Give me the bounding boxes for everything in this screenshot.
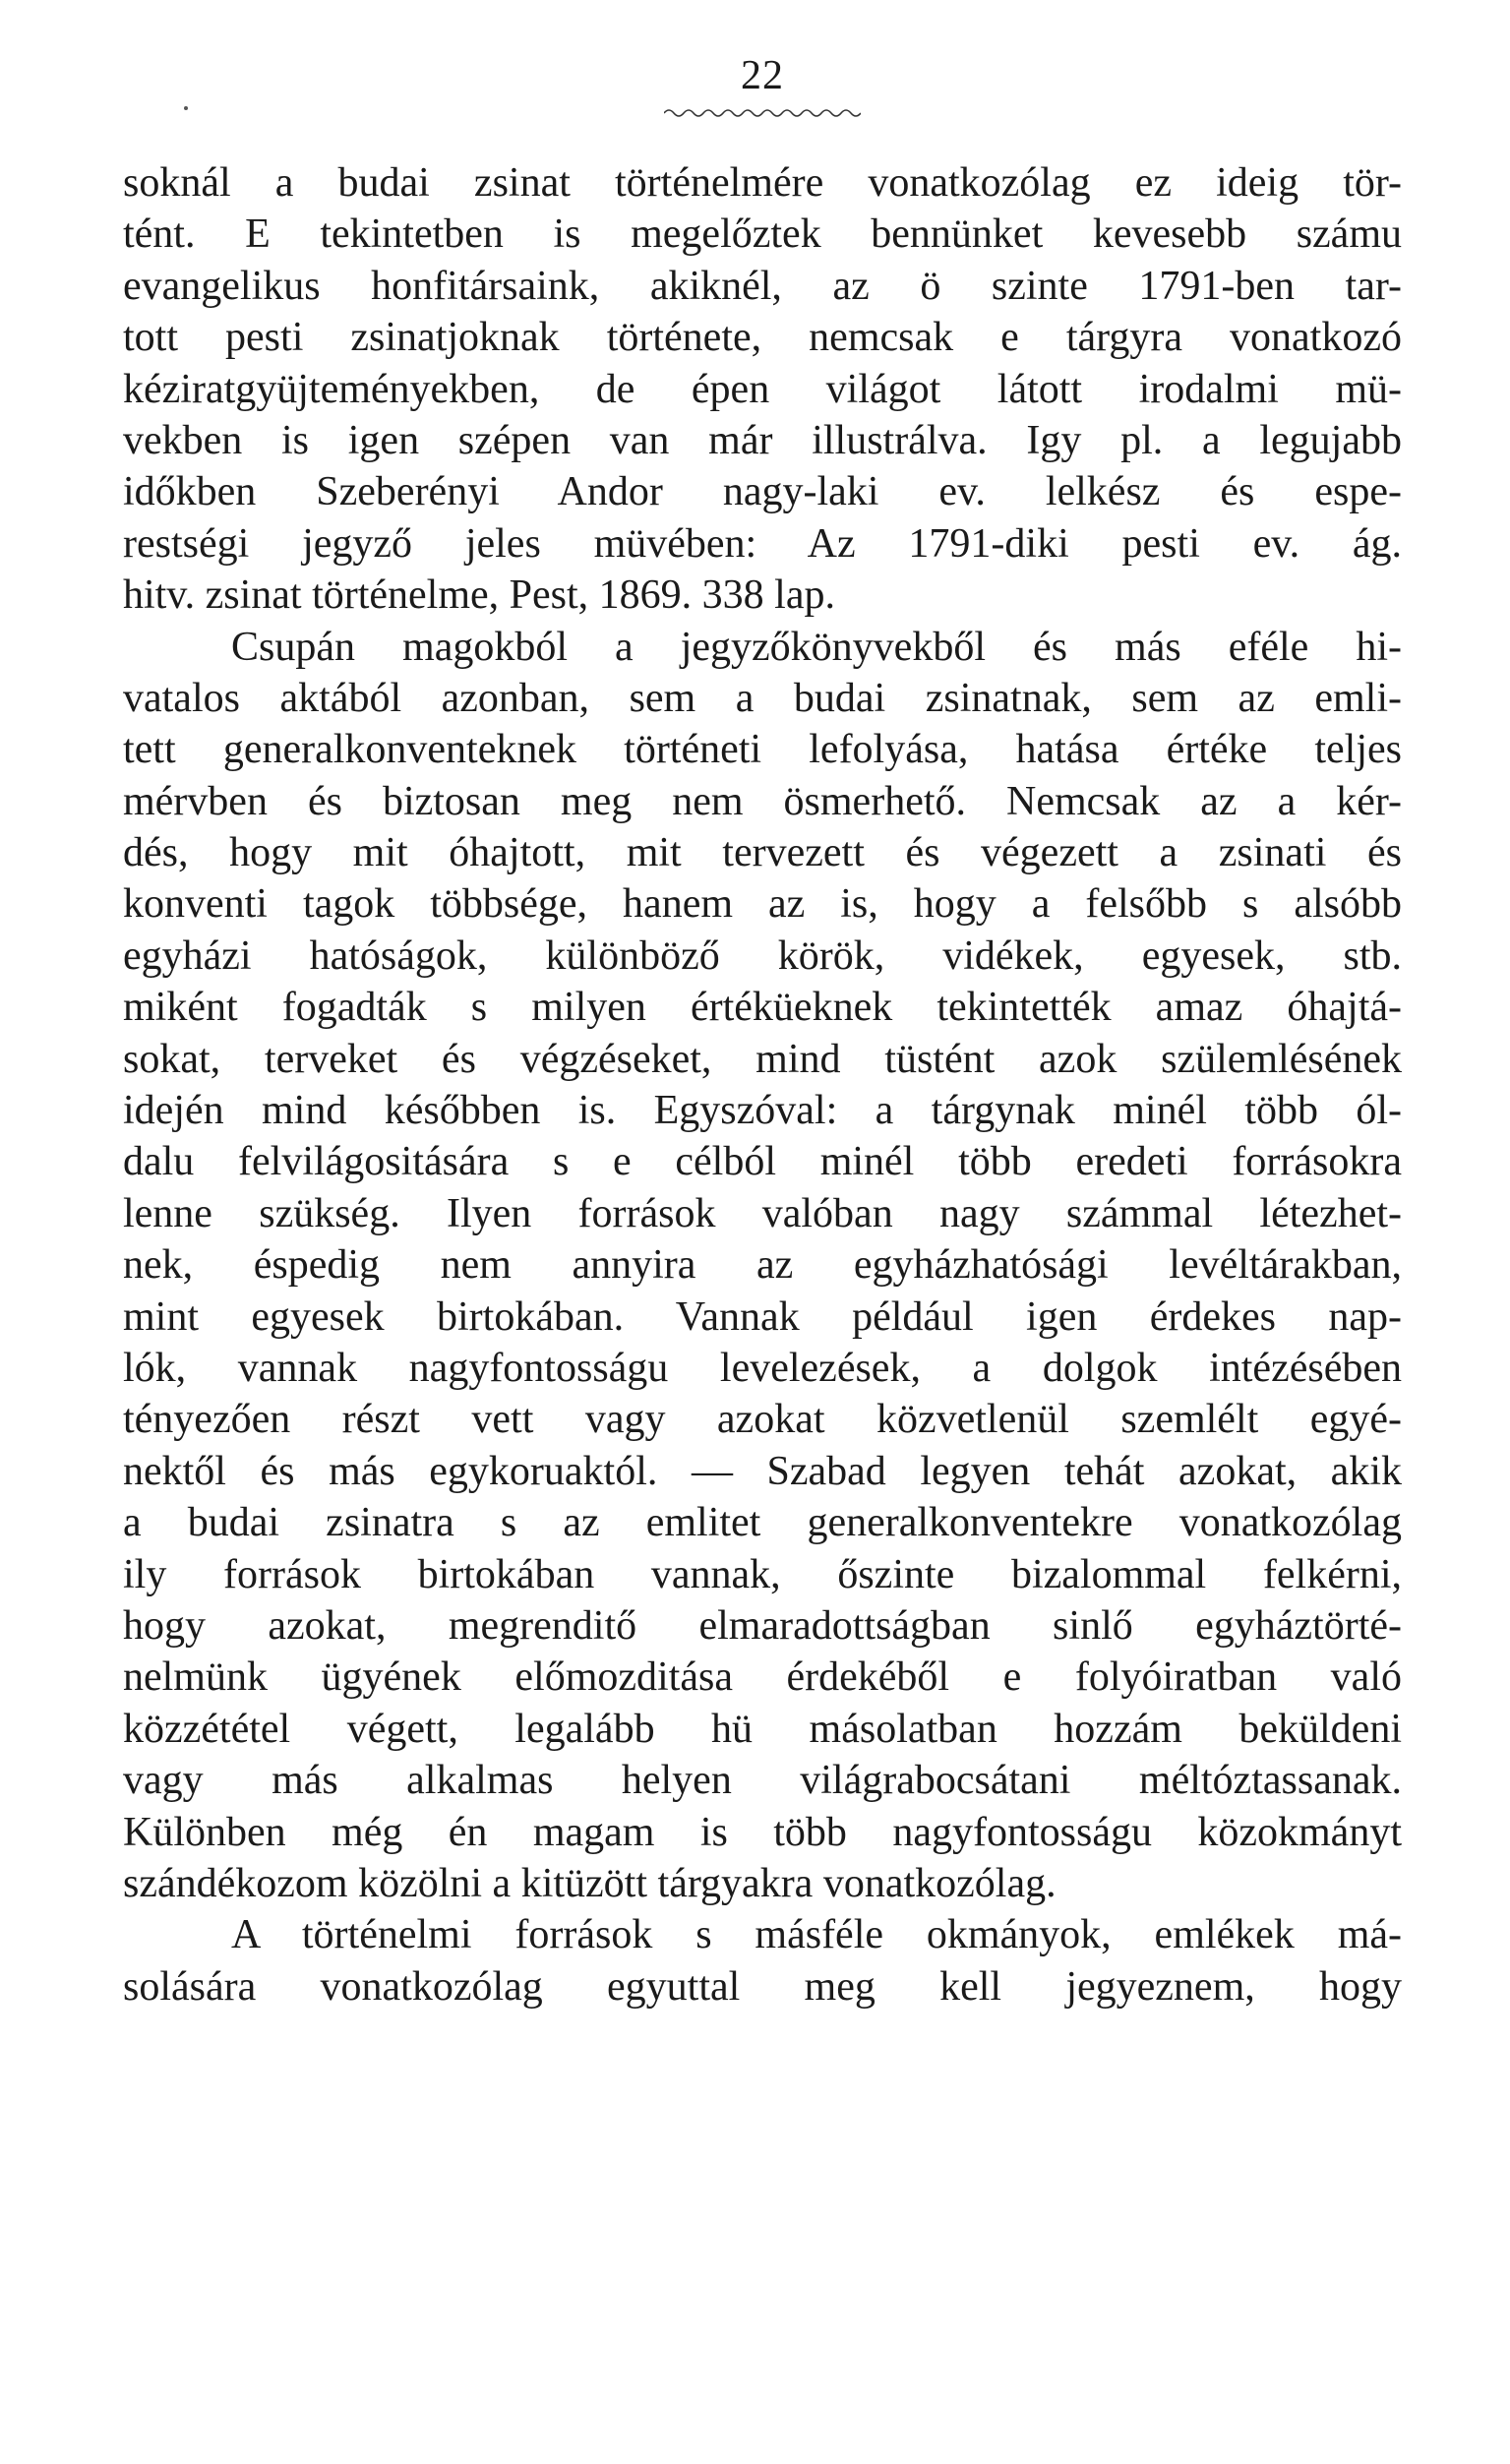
text-line: Különben még én magam is több nagyfontosságu közokmányt [123,1809,1402,1855]
text-line: hitv. zsinat történelme, Pest, 1869. 338 lap. [123,572,835,619]
page-number: 22 [741,53,784,98]
text-line: solására vonatkozólag egyuttal meg kell jegyeznem, hogy [123,1963,1402,2010]
text-line: vekben is igen szépen van már illustrálva. Igy pl. a legujabb [123,417,1402,463]
text-line: Csupán magokból a jegyzőkönyvekből és más eféle hi- [231,624,1402,670]
text-line: a budai zsinatra s az emlitet generalkonventekre vonatkozólag [123,1500,1402,1546]
text-line: hogy azokat, megrenditő elmaradottságban sinlő egyháztörté- [123,1602,1402,1649]
text-line: A történelmi források s másféle okmányok, emlékek má- [231,1912,1402,1958]
text-line: lók, vannak nagyfontosságu levelezések, a dolgok intézésében [123,1345,1402,1391]
text-line: vagy más alkalmas helyen világrabocsátani méltóztassanak. [123,1758,1402,1804]
text-line: evangelikus honfitársaink, akiknél, az ö szinte 1791-ben tar- [123,263,1402,309]
text-line: ily források birtokában vannak, őszinte bizalommal felkérni, [123,1551,1402,1597]
body-text [123,157,1402,2013]
ornament-rule [664,106,861,120]
text-line: mint egyesek birtokában. Vannak például igen érdekes nap- [123,1293,1402,1340]
text-line: dalu felvilágositására s e célból minél több eredeti forrásokra [123,1139,1402,1185]
text-line: időkben Szeberényi Andor nagy-laki ev. lelkész és espe- [123,469,1402,515]
text-line: soknál a budai zsinat történelmére vonatkozólag ez ideig tör- [123,160,1402,206]
speck-mark [184,106,188,110]
text-line: tott pesti zsinatjoknak története, nemcsak e tárgyra vonatkozó [123,315,1402,361]
text-line: kéziratgyüjteményekben, de épen világot látott irodalmi mü- [123,366,1402,412]
text-line: nektől és más egykoruaktól. — Szabad legyen tehát azokat, akik [123,1448,1402,1494]
text-line: vatalos aktából azonban, sem a budai zsinatnak, sem az emli- [123,675,1402,721]
text-line: konventi tagok többsége, hanem az is, hogy a felsőbb s alsóbb [123,881,1402,928]
text-line: tényezően részt vett vagy azokat közvetlenül szemlélt egyé- [123,1397,1402,1443]
text-line: idején mind későbben is. Egyszóval: a tárgynak minél több ól- [123,1088,1402,1134]
text-line: szándékozom közölni a kitüzött tárgyakra vonatkozólag. [123,1860,1057,1906]
text-line: mérvben és biztosan meg nem ösmerhető. Nemcsak az a kér- [123,778,1402,824]
text-line: nek, éspedig nem annyira az egyházhatósági levéltárakban, [123,1242,1402,1289]
text-line: közzététel végett, legalább hü másolatban hozzám beküldeni [123,1706,1402,1752]
text-line: tént. E tekintetben is megelőztek bennünket kevesebb számu [123,211,1402,258]
text-line: miként fogadták s milyen értéküeknek tekintették amaz óhajtá- [123,985,1402,1031]
text-line: tett generalkonventeknek történeti lefolyása, hatása értéke teljes [123,727,1402,773]
text-line: sokat, terveket és végzéseket, mind tüstént azok szülemlésének [123,1036,1402,1082]
text-line: egyházi hatóságok, különböző körök, vidékek, egyesek, stb. [123,932,1402,979]
text-line: nelmünk ügyének előmozditása érdekéből e folyóiratban való [123,1654,1402,1701]
text-line: dés, hogy mit óhajtott, mit tervezett és végezett a zsinati és [123,830,1402,876]
text-line: restségi jegyző jeles müvében: Az 1791-diki pesti ev. ág. [123,520,1402,567]
page [123,0,1402,2464]
text-line: lenne szükség. Ilyen források valóban nagy számmal létezhet- [123,1190,1402,1236]
